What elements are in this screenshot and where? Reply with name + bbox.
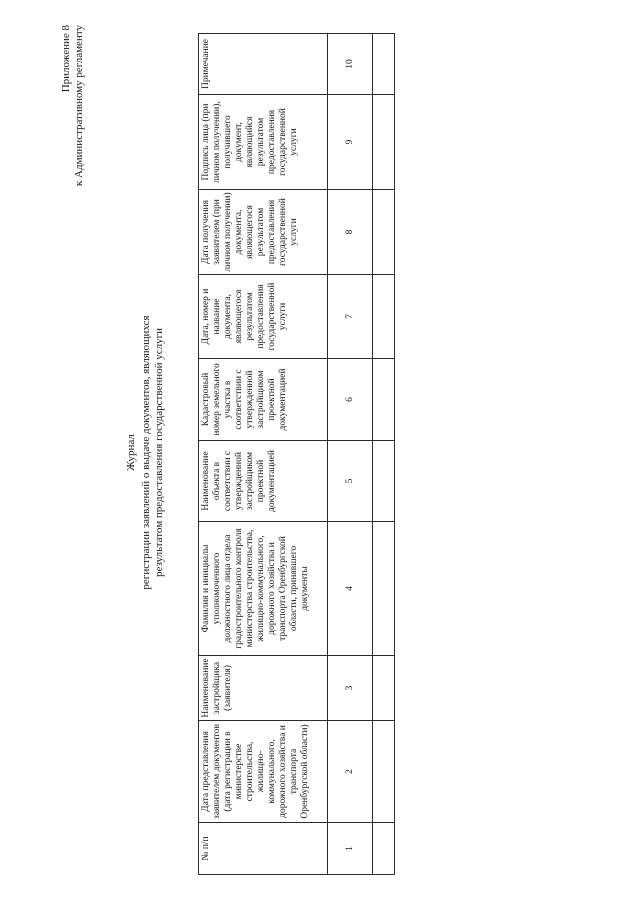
table-cell <box>373 359 395 441</box>
column-header: Фамилия и инициалы уполномоченного должностного лица отдела градостроительного контроля министерства строительства, жилищно-коммунального, дорожного хозяйства и транспорта Оренбургской области, принявшего документы <box>199 522 328 656</box>
table-cell <box>373 721 395 823</box>
appendix-note <box>60 25 86 225</box>
table-row <box>373 34 395 875</box>
journal-heading: Журнал <box>125 434 137 471</box>
column-number: 8 <box>328 190 373 275</box>
journal-subtitle-line-2: результатом предоставления государственной услуги <box>153 327 165 578</box>
column-number: 6 <box>328 359 373 441</box>
column-number: 1 <box>328 823 373 875</box>
column-header: Дата получения заявителем (при личном получении) документа, являющегося результатом предоставления государственной услуги <box>199 190 328 275</box>
table-cell <box>373 441 395 522</box>
column-header: Дата, номер и название документа, являющегося результатом предоставления государственной услуги <box>199 275 328 359</box>
table-cell <box>373 823 395 875</box>
header-row <box>199 34 328 875</box>
column-number: 5 <box>328 441 373 522</box>
column-number: 4 <box>328 522 373 656</box>
column-header: Кадастровый номер земельного участка в соответствии с утвержденной застройщиком проектной документацией <box>199 359 328 441</box>
journal-subtitle-line-1: регистрации заявлений о выдаче документов, являющихся <box>140 315 152 590</box>
table-cell <box>373 275 395 359</box>
column-header: Наименование объекта в соответствии с утвержденной застройщиком проектной документацией <box>199 441 328 522</box>
table-cell <box>373 34 395 95</box>
column-number: 10 <box>328 34 373 95</box>
table-cell <box>373 190 395 275</box>
column-number: 3 <box>328 656 373 721</box>
appendix-number: Приложение 8 <box>60 25 72 93</box>
column-number: 9 <box>328 95 373 190</box>
table-cell <box>373 656 395 721</box>
document-title <box>125 150 166 755</box>
journal-table <box>198 33 395 875</box>
column-header: Наименование застройщика (заявителя) <box>199 656 328 721</box>
column-number: 7 <box>328 275 373 359</box>
column-header: Примечание <box>199 34 328 95</box>
column-header: Дата представления заявителем документов (дата регистрации в министерстве строительства, жилищно-коммунального, дорожного хозяйства и транспорта Оренбургской области) <box>199 721 328 823</box>
column-header: Подпись лица (при личном получении), получившего документ, являющийся результатом предоставления государственной услуги <box>199 95 328 190</box>
table-cell <box>373 522 395 656</box>
table-cell <box>373 95 395 190</box>
column-number: 2 <box>328 721 373 823</box>
column-number-row <box>328 34 373 875</box>
appendix-reference: к Административному регламенту <box>73 25 85 187</box>
column-header: № п/п <box>199 823 328 875</box>
